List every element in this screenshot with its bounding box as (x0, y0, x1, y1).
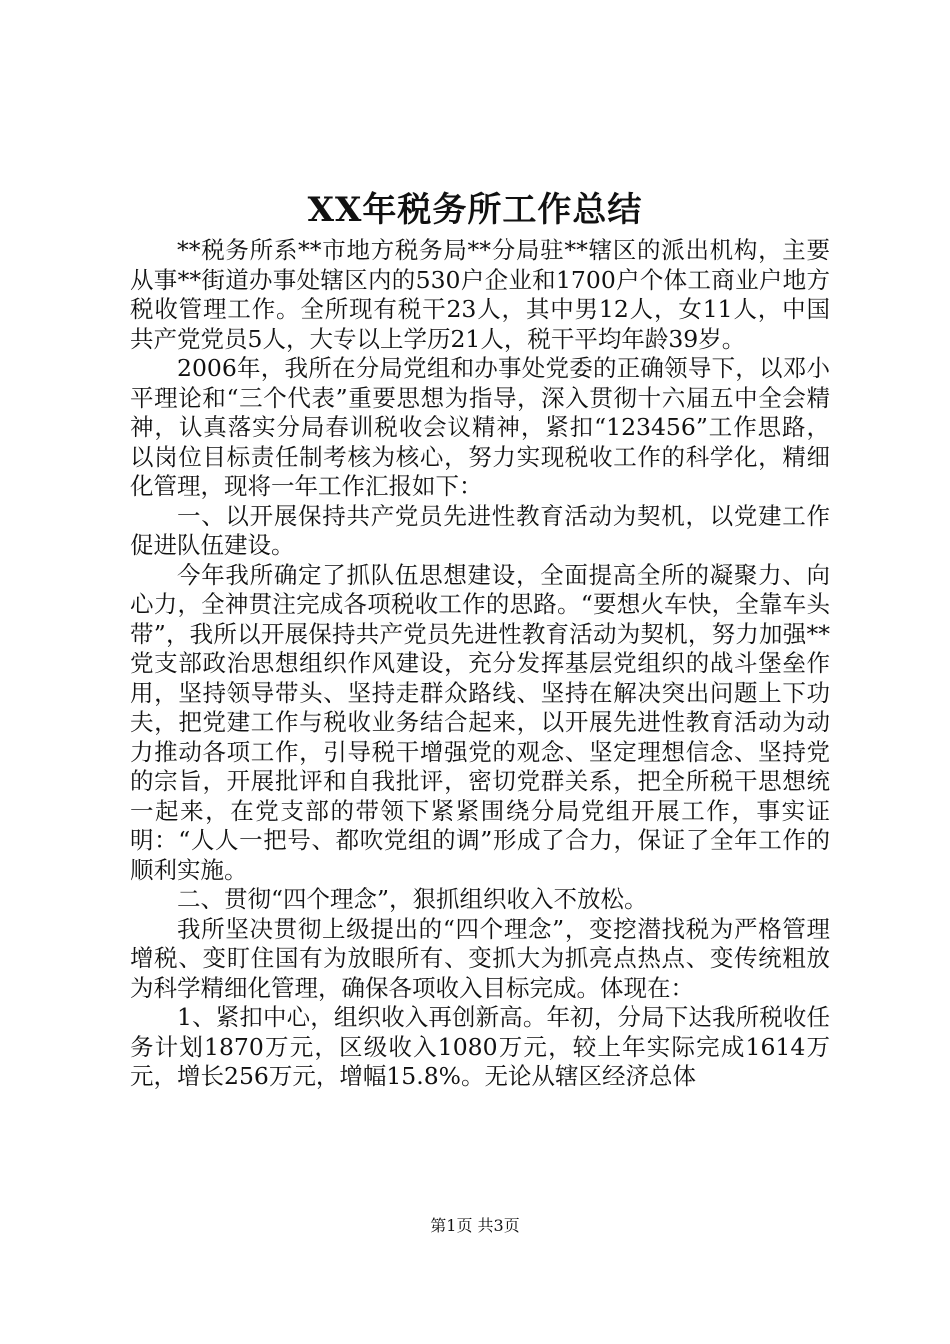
section-heading-2: 二、贯彻“四个理念”，狠抓组织收入不放松。 (177, 885, 648, 913)
page-footer: 第1页 共3页 (430, 1216, 520, 1235)
document-body (130, 236, 830, 1092)
paragraph-overview: 2006年，我所在分局党组和办事处党委的正确领导下，以邓小平理论和“三个代表”重要思想为指导，深入贯彻十六届五中全会精神，认真落实分局春训税收会议精神，紧扣“123456”工作思路，以岗位目标责任制考核为核心，努力实现税收工作的科学化，精细化管理，现将一年工作汇报如下： (130, 354, 830, 500)
section-heading-1: 一、以开展保持共产党员先进性教育活动为契机，以党建工作促进队伍建设。 (130, 501, 830, 559)
paragraph-section-2: 我所坚决贯彻上级提出的“四个理念”，变挖潜找税为严格管理增税、变盯住国有为放眼所有、变抓大为抓亮点热点、变传统粗放为科学精细化管理，确保各项收入目标完成。体现在： (130, 914, 830, 1002)
document-title: XX年税务所工作总结 (307, 190, 643, 230)
paragraph-item-1: 1、紧扣中心，组织收入再创新高。年初，分局下达我所税收任务计划1870万元，区级收入1080万元，较上年实际完成1614万元，增长256万元，增幅15.8%。无论从辖区经济总体 (130, 1003, 830, 1090)
paragraph-section-1: 今年我所确定了抓队伍思想建设，全面提高全所的凝聚力、向心力，全神贯注完成各项税收工作的思路。“要想火车快，全靠车头带”，我所以开展保持共产党员先进性教育活动为契机，努力加强**党支部政治思想组织作风建设，充分发挥基层党组织的战斗堡垒作用，坚持领导带头、坚持走群众路线、坚持在解决突出问题上下功夫，把党建工作与税收业务结合起来，以开展先进性教育活动为动力推动各项工作，引导税干增强党的观念、坚定理想信念、坚持党的宗旨，开展批评和自我批评，密切党群关系，把全所税干思想统一起来，在党支部的带领下紧紧围绕分局党组开展工作，事实证明：“人人一把号、都吹党组的调”形成了合力，保证了全年工作的顺利实施。 (130, 560, 830, 884)
paragraph-intro: **税务所系**市地方税务局**分局驻**辖区的派出机构，主要从事**街道办事处辖区内的530户企业和1700户个体工商业户地方税收管理工作。全所现有税干23人，其中男12人，女11人，中国共产党党员5人，大专以上学历21人，税干平均年龄39岁。 (130, 236, 830, 353)
